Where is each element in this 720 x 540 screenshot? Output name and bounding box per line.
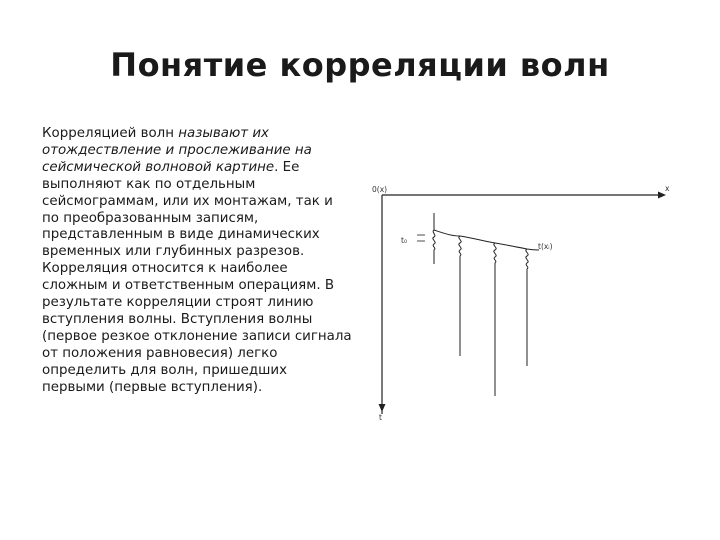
correlation-diagram-svg [355, 178, 685, 423]
slide-title: Понятие корреляции волн [110, 46, 610, 84]
t-axis-label: t [379, 413, 382, 422]
curve-label: t(xᵢ) [538, 242, 553, 251]
seismic-trace-4 [526, 249, 528, 366]
correlation-diagram [355, 178, 685, 423]
seismic-trace-1 [433, 213, 435, 264]
body-text-intro: Корреляцией волн [42, 126, 179, 141]
origin-label: 0(x) [372, 185, 388, 194]
seismic-trace-3 [494, 243, 496, 396]
body-text-definition: называют их отождествление и прослеживание на сейсмической волновой картине [42, 126, 312, 175]
body-text-rest: . Ее выполняют как по отдельным сейсмограммам, или их монтажам, так и по преобразованным записям, представленным в виде динамических временных или глубинных разрезов. Корреляция относится к наиболее сложным и ответственным операциям. В результате корреляции строят линию вступления волны. Вступления волны (первое резкое отклонение записи сигнала от положения равновесия) легко определить для волн, пришедших первыми (первые вступления). [42, 159, 352, 395]
arrival-line [434, 230, 539, 250]
x-axis-label: x [665, 184, 670, 193]
t-axis-arrow [379, 404, 386, 412]
seismic-trace-2 [459, 236, 461, 356]
t0-label: t₀ [401, 236, 407, 245]
body-text [42, 126, 354, 397]
